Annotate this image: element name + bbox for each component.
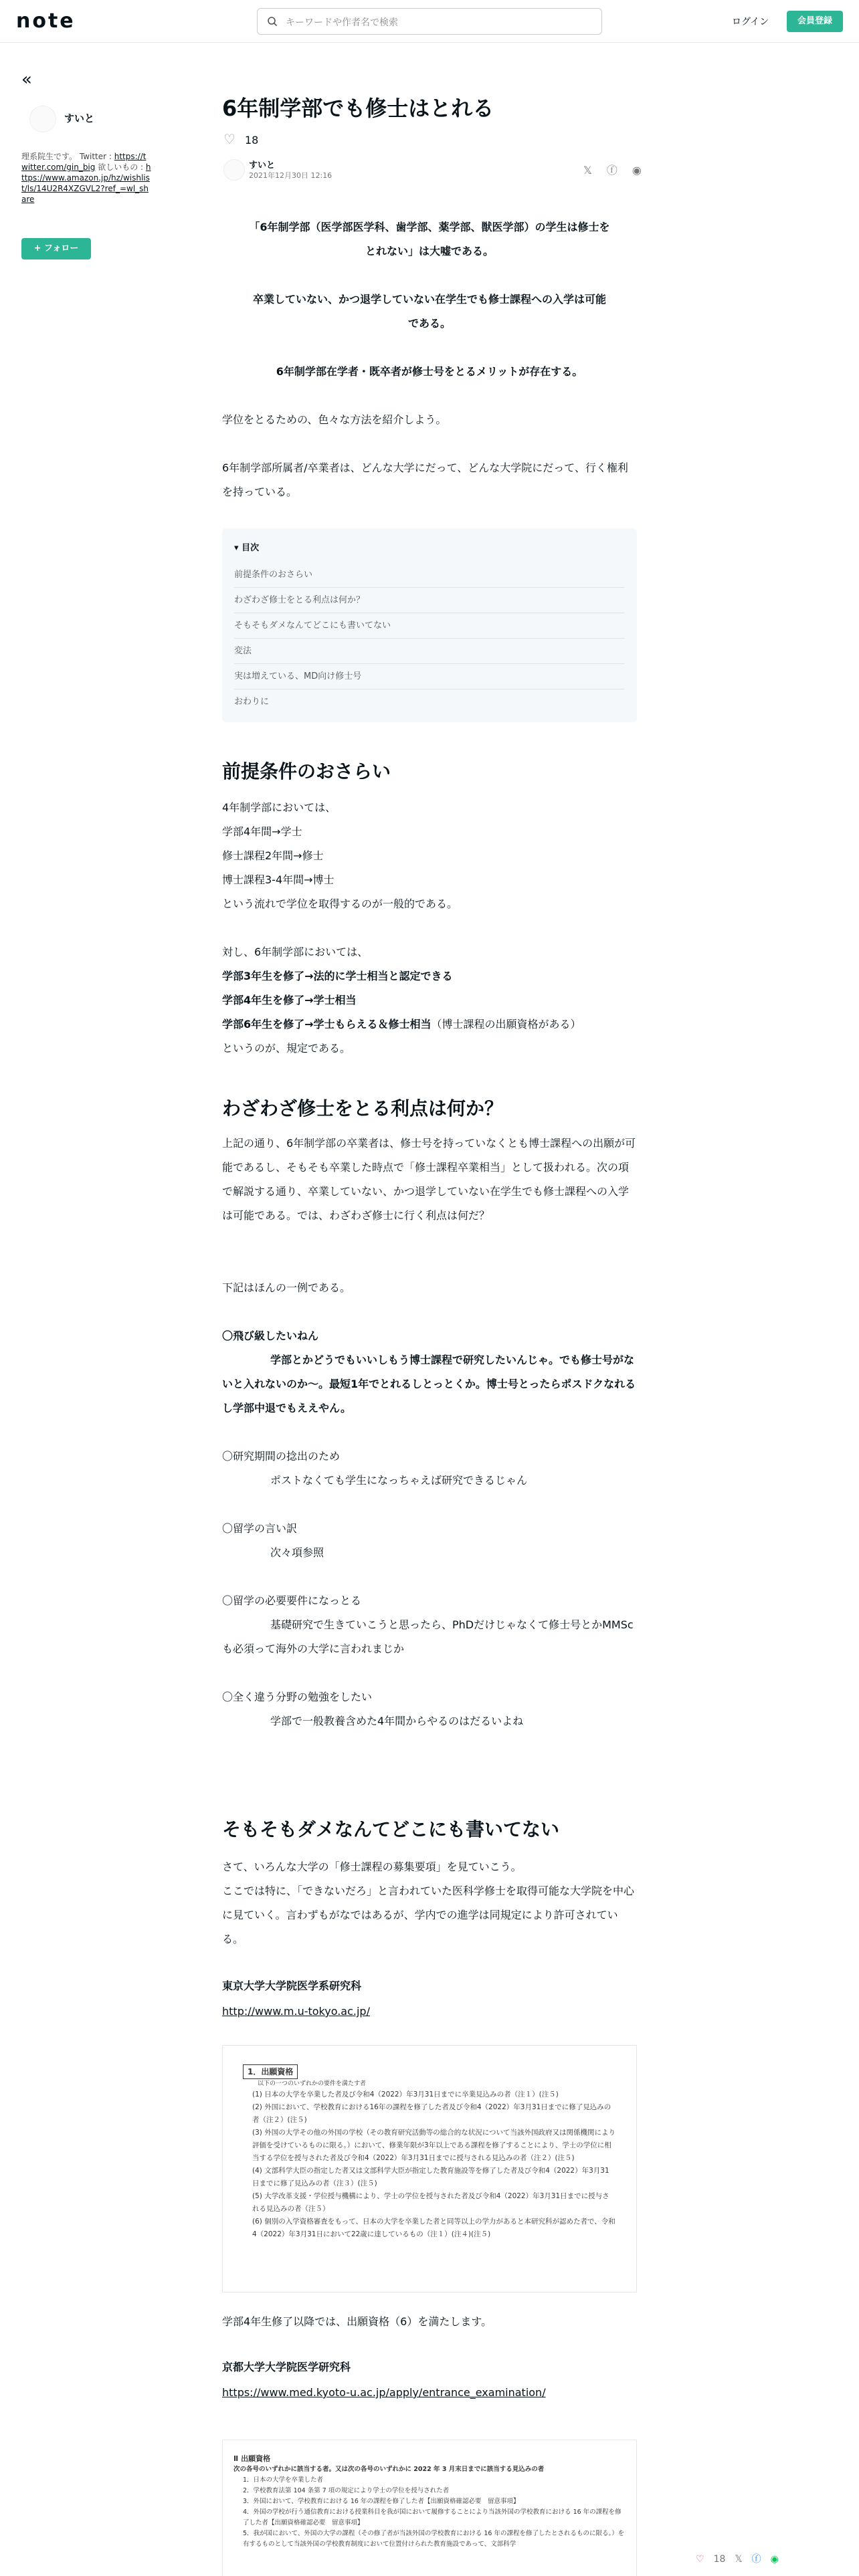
reason-heading: 〇留学の言い訳 — [222, 1522, 298, 1535]
bold-line: 学部4年生を修了→学士相当 — [222, 994, 357, 1006]
university-heading: 東京大学大学院医学系研究科 — [222, 1979, 362, 1992]
bio-text-2: 欲しいもの : — [95, 163, 146, 172]
triangle-down-icon: ▾ — [234, 543, 239, 553]
collapse-sidebar-icon[interactable]: « — [21, 70, 32, 90]
intro-para-2: 6年制学部所属者/卒業者は、どんな大学にだって、どんな大学院にだって、行く権利を持っている。 — [222, 461, 628, 498]
creator-name[interactable]: すいと — [64, 112, 95, 124]
section-body — [222, 940, 637, 1061]
toc-item[interactable]: 前提条件のおさらい — [234, 562, 625, 588]
reason-text: 学部とかどうでもいいしもう博士課程で研究したいんじゃ。でも修士号がないと入れないのか〜。最短1年でとれるしとっとくか。博士号とったらポスドクなれるし学部中退でもええやん。 — [222, 1354, 636, 1414]
requirement-item: 4．外国の学校が行う通信教育における授業科目を我が国において履修することにより当該外国の学校教育における 16 年の課程を修了した者【出願資格確認必要 留意事項】 — [243, 2508, 622, 2527]
search-placeholder: キーワードや作者名で検索 — [286, 17, 398, 28]
line: 修士課程2年間→修士 — [222, 849, 324, 862]
requirement-item: (1) 日本の大学を卒業した者及び令和4（2022）年3月31日までに卒業見込みの者（注１）(注５) — [252, 2090, 559, 2099]
toc-title: 目次 — [242, 543, 260, 553]
x-share-icon[interactable]: 𝕏 — [583, 164, 592, 177]
line: 博士課程3-4年間→博士 — [222, 873, 335, 886]
reason-heading: 〇留学の必要要件になっとる — [222, 1594, 362, 1607]
toc-item[interactable]: 実は増えている、MD向け修士号 — [234, 664, 625, 689]
image-content — [233, 2454, 626, 2550]
requirement-item: 2．学校教育法第 104 条第 7 項の規定により学士の学位を授与された者 — [243, 2487, 450, 2494]
follow-button[interactable] — [21, 238, 91, 259]
section-body — [222, 796, 637, 916]
plus-icon: + — [33, 243, 41, 253]
reason-item — [222, 1324, 637, 1420]
login-link[interactable]: ログイン — [732, 17, 769, 27]
bold-line: 学部3年生を修了→法的に学士相当と認定できる — [222, 970, 453, 982]
intro-bold-2: 卒業していない、かつ退学していない在学生でも修士課程への入学は可能である。 — [252, 293, 606, 330]
avatar[interactable] — [29, 106, 56, 132]
site-header — [0, 0, 859, 43]
twitter-link[interactable]: https://twitter.com/gin_big — [21, 152, 147, 172]
image-subcaption: 次の各号のいずれかに該当する者。又は次の各号のいずれかに 2022 年 3 月末日までに該当する見込みの者 — [233, 2466, 545, 2473]
reason-item — [222, 1444, 637, 1493]
requirement-item: (3) 外国の大学その他の外国の学校（その教育研究活動等の総合的な状況について当該外国政府又は関係機関により評価を受けているものに限る。）において、修業年限が3年以上である課程を修了することにより、学士の学位に相当する学位を授与された者及び令和4（2022）年3月31日までに授与される見込みの者（注２）(注５) — [252, 2129, 615, 2162]
line: 対し、6年制学部においては、 — [222, 946, 369, 958]
section-para: 上記の通り、6年制学部の卒業者は、修士号を持っていなくとも博士課程への出願が可能であるし、そもそも卒業した時点で「修士課程卒業相当」として扱われる。次の項で解説する通り、卒業していない、かつ退学していない在学生でも修士課程への入学は可能である。では、わざわざ修士に行く利点は何だ？ — [222, 1137, 636, 1222]
search-input[interactable] — [257, 8, 602, 35]
section-para: さて、いろんな大学の「修士課程の募集要項」を見ていこう。 — [222, 1860, 522, 1873]
like-count: 18 — [244, 134, 259, 146]
follow-label: フォロー — [44, 243, 79, 253]
reason-item — [222, 1589, 637, 1661]
table-of-contents — [222, 528, 637, 722]
note-text: （博士課程の出願資格がある） — [431, 1018, 581, 1031]
line: というのが、規定である。 — [222, 1042, 351, 1055]
bold-line: 学部6年生を修了→学士もらえる＆修士相当 — [222, 1018, 432, 1031]
article-title: 6年制学部でも修士はとれる — [222, 96, 494, 121]
wishlist-link[interactable]: https://www.amazon.jp/hz/wishlist/ls/14U2R4XZGVL2?ref_=wl_share — [21, 163, 151, 204]
creator-bio — [21, 151, 153, 205]
reason-text: ポストなくても学生になっちゃえば研究できるじゃん — [270, 1474, 528, 1487]
image-content — [243, 2064, 616, 2241]
reason-text: 学部で一般教養含めた4年間からやるのはだるいよね — [270, 1715, 524, 1727]
section-para: 下記はほんの一例である。 — [222, 1281, 351, 1294]
reason-item — [222, 1685, 637, 1733]
requirement-item: (2) 外国において、学校教育における16年の課程を修了した者及び令和4（2022）年3月31日までに修了見込みの者（注２）(注５) — [252, 2103, 611, 2124]
requirement-item: (6) 個別の入学資格審査をもって、日本の大学を卒業した者と同等以上の学力があると本研究科が認めた者で、令和4（2022）年3月31日において22歳に達しているもの（注１）(注４)(注５) — [252, 2218, 615, 2238]
heart-icon[interactable]: ♡ — [696, 2554, 704, 2565]
line-share-icon[interactable]: ◉ — [770, 2554, 779, 2565]
section-para: 学部4年生修了以降では、出願資格（6）を満たします。 — [222, 2315, 492, 2328]
author-name[interactable]: すいと — [249, 160, 276, 171]
publish-date: 2021年12月30日 12:16 — [249, 171, 332, 180]
author-avatar[interactable] — [223, 159, 245, 181]
toc-item[interactable]: わざわざ修士をとる利点は何か？ — [234, 588, 625, 613]
toc-item[interactable]: おわりに — [234, 697, 270, 707]
image-subcaption: 以下の一つのいずれかの要件を満たす者 — [258, 2080, 367, 2087]
search-icon — [267, 16, 278, 27]
reason-heading: 〇飛び級したいねん — [222, 1329, 319, 1342]
intro-bold-3: 6年制学部在学者・既卒者が修士号をとるメリットが存在する。 — [276, 365, 583, 378]
university-heading: 京都大学大学院医学研究科 — [222, 2361, 351, 2373]
section-heading: そもそもダメなんてどこにも書いてない — [222, 1818, 560, 1840]
section-para: ここでは特に、「できないだろ」と言われていた医科学修士を取得可能な大学院を中心に見ていく。言わずもがなではあるが、学内での進学は同規定により許可されている。 — [222, 1885, 635, 1945]
share-buttons — [569, 162, 642, 177]
note-logo[interactable]: note — [16, 9, 76, 33]
line: 学部4年間→学士 — [222, 825, 302, 838]
university-link[interactable]: https://www.med.kyoto-u.ac.jp/apply/entrance_examination/ — [222, 2386, 546, 2399]
admission-requirements-image[interactable] — [222, 2045, 637, 2292]
like-count: 18 — [713, 2554, 726, 2565]
requirement-item: 3．外国において、学校教育における 16 年の課程を修了した者【出願資格確認必要 留意事項】 — [243, 2498, 520, 2505]
signup-button[interactable]: 会員登録 — [787, 11, 843, 32]
toc-item[interactable]: 変法 — [234, 639, 625, 664]
x-share-icon[interactable]: 𝕏 — [735, 2554, 743, 2565]
toc-heading[interactable] — [234, 540, 625, 553]
line: 4年制学部においては、 — [222, 801, 337, 814]
reason-text: 次々項参照 — [270, 1546, 324, 1559]
line: という流れで学位を取得するのが一般的である。 — [222, 897, 458, 910]
section-heading: 前提条件のおさらい — [222, 760, 391, 782]
intro-para-1: 学位をとるための、色々な方法を紹介しよう。 — [222, 413, 447, 426]
bio-text: 理系院生です。 Twitter : — [21, 152, 114, 161]
intro-bold-1: 「6年制学部（医学部医学科、歯学部、薬学部、獣医学部）の学生は修士をとれない」は大嘘である。 — [249, 221, 610, 257]
admission-requirements-image[interactable] — [222, 2440, 637, 2576]
like-counter[interactable] — [223, 131, 258, 147]
image-caption: Ⅱ 出願資格 — [233, 2454, 271, 2463]
floating-action-bar — [696, 2552, 788, 2565]
reason-heading: 〇全く違う分野の勉強をしたい — [222, 1691, 373, 1703]
facebook-share-icon[interactable]: ⓕ — [606, 164, 617, 177]
facebook-share-icon[interactable]: ⓕ — [751, 2554, 761, 2565]
university-link[interactable]: http://www.m.u-tokyo.ac.jp/ — [222, 2005, 370, 2018]
reason-text: 基礎研究で生きていこうと思ったら、PhDだけじゃなくて修士号とかMMScも必須って海外の大学に言われまじか — [222, 1618, 634, 1655]
section-heading: わざわざ修士をとる利点は何か？ — [222, 1097, 504, 1119]
requirement-item: 5．我が国において、外国の大学の課程（その修了者が当該外国の学校教育における 16 年の課程を修了したとされるものに限る。）を有するものとして当該外国の学校教育制度において位置付けられた教育施設であって、文部科学 — [243, 2530, 625, 2548]
requirement-item: (5) 大学改革支援・学位授与機構により、学士の学位を授与された者及び令和4（2022）年3月31日までに授与される見込みの者（注５） — [252, 2192, 609, 2213]
heart-icon[interactable]: ♡ — [223, 131, 235, 147]
toc-item[interactable]: そもそもダメなんてどこにも書いてない — [234, 613, 625, 639]
reason-heading: 〇研究期間の捻出のため — [222, 1450, 341, 1463]
reason-item — [222, 1517, 637, 1565]
image-caption: 1．出願資格 — [243, 2064, 298, 2079]
requirement-item: 1．日本の大学を卒業した者 — [243, 2476, 324, 2484]
line-share-icon[interactable]: ◉ — [632, 164, 642, 177]
requirement-item: (4) 文部科学大臣の指定した者又は文部科学大臣が指定した教育施設等を修了した者及び令和4（2022）年3月31日までに修了見込みの者（注３）(注５) — [252, 2167, 609, 2187]
